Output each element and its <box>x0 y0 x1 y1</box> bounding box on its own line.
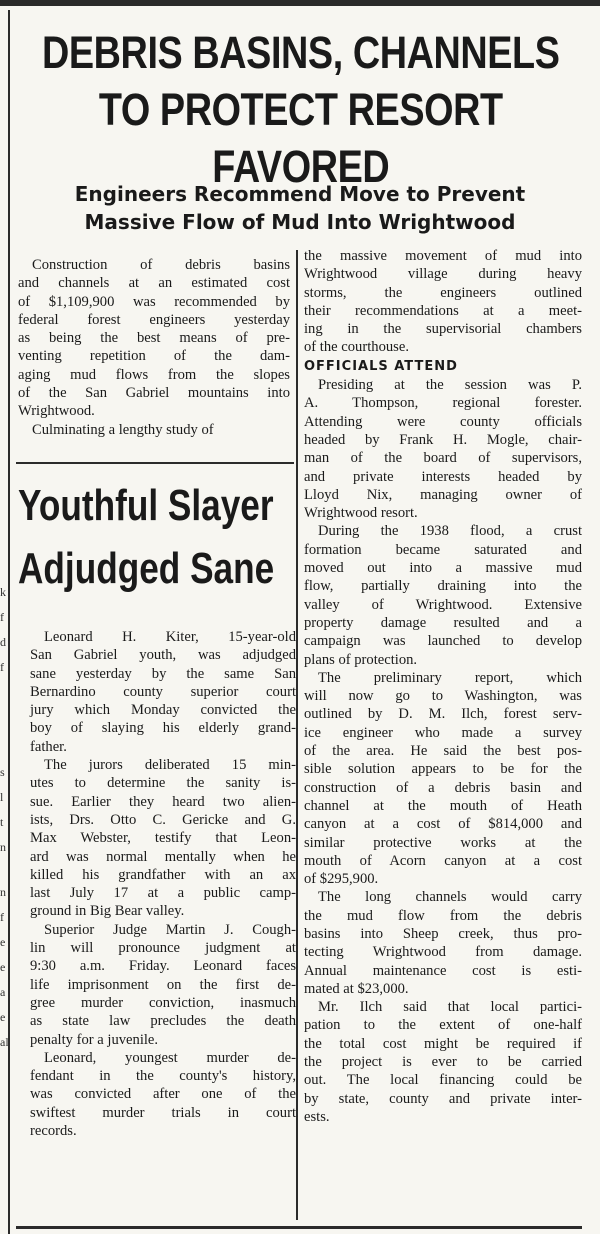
text-line: of $1,109,900 was recommended by <box>18 293 290 310</box>
subheadline-line: Engineers Recommend Move to Prevent <box>74 182 526 206</box>
text-line: and private interests headed by <box>304 468 582 485</box>
text-line: During the 1938 flood, a crust <box>318 523 582 540</box>
text-line: valley of Wrightwood. Extensive <box>304 596 582 613</box>
text-line: will now go to Washington, was <box>304 688 582 705</box>
text-line: fendant in the county's history, <box>30 1068 296 1085</box>
fragment-text: a <box>0 985 6 999</box>
text-line: utes to determine the sanity is- <box>30 775 296 792</box>
text-line: ists, Drs. Otto C. Gericke and G. <box>30 811 296 828</box>
text-line: aging mud flows from the slopes <box>18 366 290 383</box>
text-line: Lloyd Nix, managing owner of <box>304 486 582 503</box>
text-line: the total cost might be required if <box>304 1035 582 1052</box>
text-line: plans of protection. <box>304 651 418 668</box>
text-line: killed his grandfather with an ax <box>30 866 296 883</box>
text-line: Wrightwood village during heavy <box>304 266 582 283</box>
text-line: A. Thompson, regional forester. <box>304 395 582 412</box>
text-line: life imprisonment on the first de- <box>30 976 296 993</box>
text-line: out. The local financing could be <box>304 1072 582 1089</box>
text-line: Annual maintenance cost is esti- <box>304 962 582 979</box>
text-line: ing in the supervisorial chambers <box>304 321 582 338</box>
text-line: penalty for a juvenile. <box>30 1031 159 1048</box>
text-line: sible solution appears to be for the <box>304 761 582 778</box>
debris-article-continuation <box>304 247 582 357</box>
fragment-text: s <box>0 765 5 779</box>
text-line: sane yesterday by the same San <box>30 665 296 682</box>
adjacent-column-fragments <box>0 580 12 1055</box>
text-line: of the area. He said the best pos- <box>304 743 582 760</box>
text-line: 9:30 a.m. Friday. Leonard faces <box>30 958 296 975</box>
bottom-border-rule <box>16 1226 582 1229</box>
fragment-text: al <box>0 1035 9 1049</box>
text-line: campaign was launched to develop <box>304 633 582 650</box>
text-line: moved out into a massive mud <box>304 560 582 577</box>
text-line: of $295,900. <box>304 871 379 888</box>
text-line: Attending were county officials <box>304 413 582 430</box>
text-line: The preliminary report, which <box>318 669 582 686</box>
text-line: Presiding at the session was P. <box>318 377 582 394</box>
fragment-text: l <box>0 790 4 804</box>
text-line: Max Webster, testify that Leon- <box>30 830 296 847</box>
text-line: basins into Sheep creek, thus pro- <box>304 925 582 942</box>
text-line: gree murder conviction, inasmuch <box>30 994 296 1011</box>
text-line: their recommendations at a meet- <box>304 302 582 319</box>
text-line: tecting Wrightwood from damage. <box>304 944 582 961</box>
text-line: ground in Big Bear valley. <box>30 903 185 920</box>
text-line: formation became saturated and <box>304 541 582 558</box>
fragment-text: f <box>0 610 4 624</box>
text-line: was convicted after one of the <box>30 1086 296 1103</box>
fragment-text: n <box>0 885 6 899</box>
text-line: Bernardino county superior court <box>30 683 296 700</box>
fragment-text: d <box>0 635 6 649</box>
text-line: pation to the extent of one-half <box>304 1017 582 1034</box>
text-line: as state law precludes the death <box>30 1013 296 1030</box>
text-line: jury which Monday convicted the <box>30 702 296 719</box>
fragment-text: e <box>0 935 6 949</box>
text-line: and channels at an estimated cost <box>18 275 290 292</box>
text-line: ard was normal mentally when he <box>30 848 296 865</box>
headline-line: DEBRIS BASINS, CHANNELS <box>42 27 560 78</box>
text-line: boy of slaying his elderly grand- <box>30 720 296 737</box>
subheadline <box>40 180 560 236</box>
debris-article-left-column <box>18 256 290 439</box>
text-line: similar protective works at the <box>304 834 582 851</box>
top-border <box>0 0 600 6</box>
text-line: venting repetition of the dam- <box>18 348 290 365</box>
text-line: Superior Judge Martin J. Cough- <box>44 921 296 938</box>
text-line: storms, the engineers outlined <box>304 284 582 301</box>
slayer-headline <box>18 474 275 600</box>
text-line: The long channels would carry <box>318 889 582 906</box>
text-line: sue. Earlier they heard two alien- <box>30 793 296 810</box>
text-line: Culminating a lengthy study of <box>32 421 214 438</box>
fragment-text: k <box>0 585 6 599</box>
text-line: mouth of Acorn canyon at a cost <box>304 852 582 869</box>
text-line: Construction of debris basins <box>32 257 290 273</box>
text-line: Mr. Ilch said that local partici- <box>318 999 582 1016</box>
text-line: as being the best means of pre- <box>18 330 290 347</box>
text-line: man of the board of supervisors, <box>304 450 582 467</box>
text-line: ests. <box>304 1108 330 1125</box>
text-line: Leonard, youngest murder de- <box>44 1049 296 1066</box>
slayer-headline-line: Adjudged Sane <box>18 544 275 593</box>
slayer-headline-line: Youthful Slayer <box>18 481 274 530</box>
slayer-article-body <box>30 628 296 1140</box>
text-line: Wrightwood. <box>18 403 95 420</box>
article-separator-rule <box>16 462 294 464</box>
fragment-text: t <box>0 815 4 829</box>
debris-article-right-column <box>304 247 582 1126</box>
text-line: the project is ever to be carried <box>304 1054 582 1071</box>
text-line: Wrightwood resort. <box>304 505 418 522</box>
text-line: flow, partially draining into the <box>304 578 582 595</box>
section-kicker: OFFICIALS ATTEND <box>304 358 458 374</box>
text-line: the massive movement of mud into <box>304 248 582 264</box>
text-line: of the courthouse. <box>304 339 409 356</box>
text-line: construction of a debris basin and <box>304 779 582 796</box>
fragment-text: n <box>0 840 6 854</box>
text-line: San Gabriel youth, was adjudged <box>30 647 296 664</box>
text-line: mated at $23,000. <box>304 980 409 997</box>
text-line: by state, county and private inter- <box>304 1090 582 1107</box>
text-line: last July 17 at a public camp- <box>30 885 296 902</box>
text-line: channel at the mouth of Heath <box>304 797 582 814</box>
text-line: outlined by D. M. Ilch, forest serv- <box>304 706 582 723</box>
debris-article-officials-section <box>304 376 582 1126</box>
fragment-text: f <box>0 910 4 924</box>
main-headline <box>16 24 586 195</box>
text-line: Leonard H. Kiter, 15-year-old <box>44 629 296 645</box>
subheadline-line: Massive Flow of Mud Into Wrightwood <box>84 210 516 234</box>
text-line: ice engineer who made a survey <box>304 724 582 741</box>
fragment-text: f <box>0 660 4 674</box>
text-line: property damage resulted and a <box>304 614 582 631</box>
text-line: lin will pronounce judgment at <box>30 940 296 957</box>
headline-line: TO PROTECT RESORT FAVORED <box>98 84 503 192</box>
fragment-text: e <box>0 1010 6 1024</box>
column-divider-rule <box>296 250 298 1220</box>
text-line: swiftest murder trials in court <box>30 1104 296 1121</box>
text-line: of the San Gabriel mountains into <box>18 385 290 402</box>
text-line: federal forest engineers yesterday <box>18 311 290 328</box>
fragment-text: e <box>0 960 6 974</box>
text-line: records. <box>30 1123 77 1140</box>
text-line: father. <box>30 738 67 755</box>
text-line: The jurors deliberated 15 min- <box>44 757 296 774</box>
text-line: the mud flow from the debris <box>304 907 582 924</box>
text-line: canyon at a cost of $814,000 and <box>304 816 582 833</box>
text-line: headed by Frank H. Mogle, chair- <box>304 431 582 448</box>
